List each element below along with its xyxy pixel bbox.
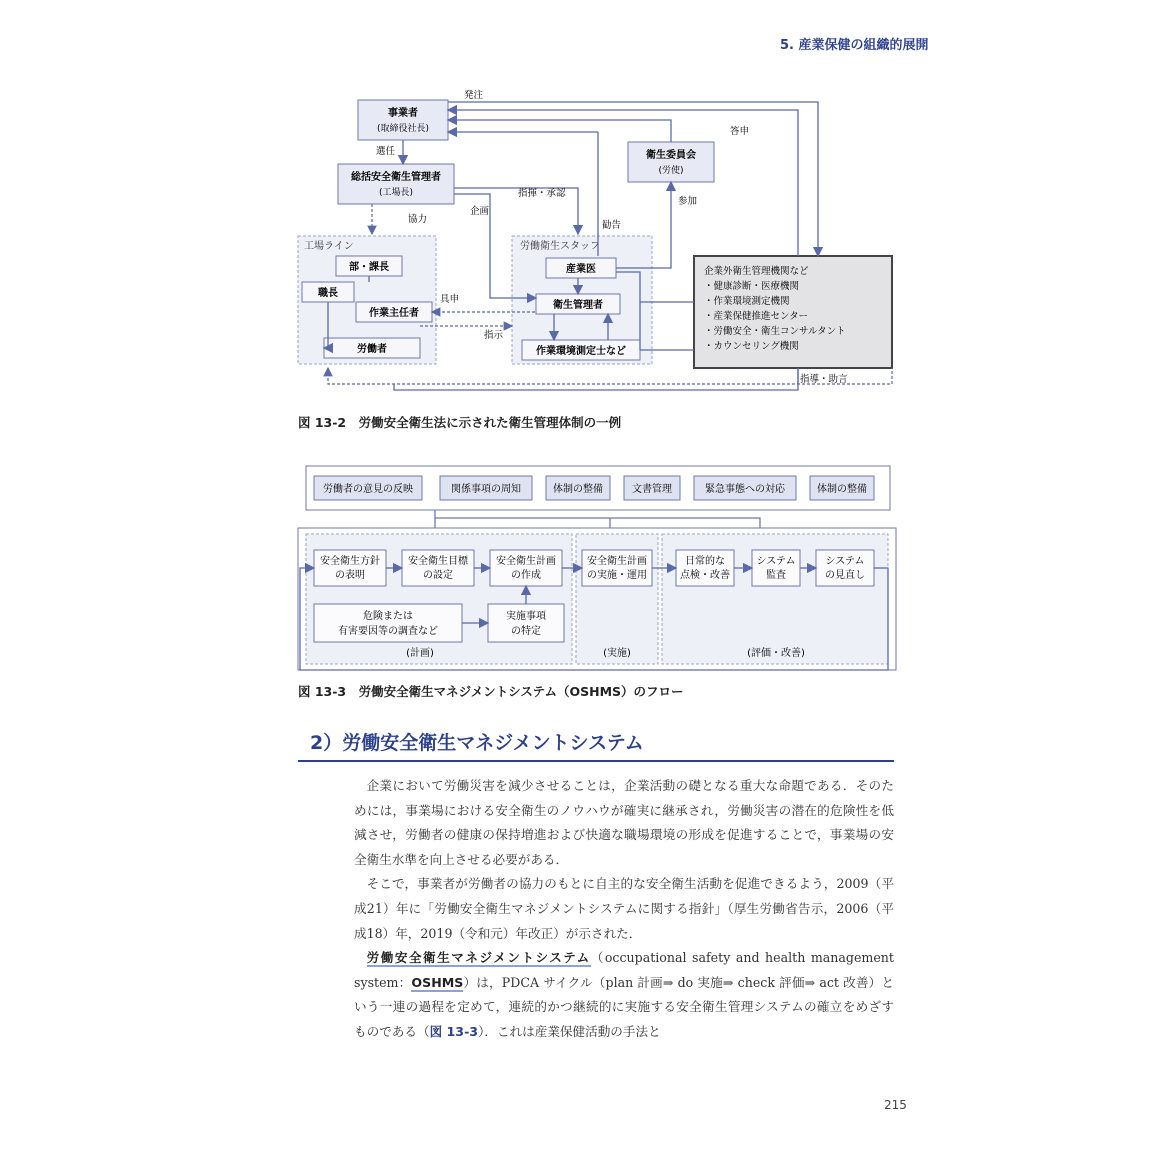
section-title: 2）労働安全衛生マネジメントシステム [310,732,644,754]
doctor-label: 産業医 [566,264,596,275]
top-item-2-label: 関係事項の周知 [451,484,521,495]
employer-label: 事業者 [388,108,418,119]
figure-13-2-diagram [290,84,910,404]
dept-head-label: 部・課長 [349,262,389,273]
general-manager-box [338,164,454,204]
policy-label-1: 安全衛生方針 [320,556,380,567]
items-identify-label-1: 実施事項 [506,611,546,622]
keyword-oshms-ja: 労働安全衛生マネジメントシステム [366,950,591,966]
label-direct-approve: 指揮・承認 [518,188,566,199]
label-order: 発注 [464,90,484,101]
group-label-do: (実施) [603,648,631,659]
committee-box [628,142,714,182]
audit-label-2: 監査 [766,570,786,581]
review-label-1: システム [825,556,865,567]
items-identify-label-2: の特定 [511,626,541,637]
top-item-6-label: 体制の整備 [817,484,867,495]
external-line-6: ・カウンセリング機関 [704,341,799,352]
paragraph-3-part-b: ）は，PDCA サイクル（plan 計画⇒ do 実施⇒ check 評価⇒ act 改善）という一連の過程を定めて，連続的かつ継続的に実施する安全衛生管理システムの確立をめざすものである（ [354,974,895,1039]
general-manager-label: 総括安全衛生管理者 [351,172,441,183]
paragraph-2: そこで，事業者が労働者の協力のもとに自主的な安全衛生活動を促進できるよう，2009（平成21）年に「労働安全衛生マネジメントシステムに関する指針」（厚生労働省告示，2006（平成18）年，2019（令和元）年改正）が示された． [354,876,894,941]
figure-13-2-caption: 図 13-2 労働安全衛生法に示された衛生管理体制の一例 [298,415,622,430]
work-chief-label: 作業主任者 [369,308,419,319]
body-text [354,774,894,1045]
external-line-4: ・産業保健推進センター [704,311,809,322]
label-guide-advise: 指導・助言 [800,374,848,385]
top-item-5-label: 緊急事態への対応 [705,484,785,495]
top-item-3-label: 体制の整備 [553,484,603,495]
label-plan: 企画 [470,206,490,217]
policy-label-2: の表明 [335,570,365,581]
goal-label-1: 安全衛生目標 [408,556,468,567]
risk-survey-label-2: 有害要因等の調査など [338,626,438,637]
paragraph-3-part-a: （occupational safety and health management system： [354,950,894,990]
implement-label-2: の実施・運用 [587,570,647,581]
committee-label: 衛生委員会 [646,150,696,161]
external-line-2: ・健康診断・医療機関 [704,281,800,292]
top-item-4-label: 文書管理 [632,484,672,495]
label-cooperate: 協力 [408,214,428,225]
implement-label-1: 安全衛生計画 [587,556,647,567]
section-rule [298,760,894,762]
top-item-1-label: 労働者の意見の反映 [323,484,413,495]
page-number: 215 [884,1098,907,1112]
paragraph-1: 企業において労働災害を減少させることは，企業活動の礎となる重大な命題である．そのためには，事業場における安全衛生のノウハウが確実に継承され，労働災害の潜在的危険性を低減させ，労働者の健康の保持増進および快適な職場環境の形成を促進することで，事業場の安全衛生水準を向上させる必要がある． [354,778,894,867]
goal-label-2: の設定 [423,570,453,581]
group-label-evaluate: (評価・改善) [747,648,805,659]
external-line-3: ・作業環境測定機関 [704,296,790,307]
external-line-5: ・労働安全・衛生コンサルタント [704,326,846,337]
figure-reference[interactable]: 図 13-3 [429,1023,479,1039]
foreman-label: 職長 [318,288,338,299]
staff-group-title: 労働衛生スタッフ [520,241,600,252]
label-report: 答申 [730,126,750,137]
review-label-2: の見直し [825,570,865,581]
general-manager-sub: (工場長) [378,188,414,198]
env-measurer-label: 作業環境測定士など [536,346,626,357]
label-participate: 参加 [678,196,698,207]
plan-create-label-2: の作成 [511,570,541,581]
paragraph-3 [354,946,894,1044]
hygiene-manager-label: 衛生管理者 [553,300,603,311]
committee-sub: (労使) [658,166,684,176]
plan-create-label-1: 安全衛生計画 [496,556,556,567]
external-line-1: 企業外衛生管理機関など [704,266,809,277]
figure-13-3-diagram [290,458,900,678]
line-group-title: 工場ライン [304,241,354,252]
figure-13-3-caption: 図 13-3 労働安全衛生マネジメントシステム（OSHMS）のフロー [298,684,684,699]
worker-label: 労働者 [357,344,387,355]
audit-label-1: システム [756,556,796,567]
keyword-oshms: OSHMS [411,974,464,990]
employer-sub: (取締役社長) [376,124,430,134]
label-propose: 具申 [440,294,460,305]
daily-check-label-2: 点検・改善 [680,570,730,581]
running-head: 5. 産業保健の組織的展開 [780,38,929,53]
daily-check-label-1: 日常的な [685,556,725,567]
paragraph-3-part-c: ）．これは産業保健活動の手法と [478,1023,661,1039]
risk-survey-label-1: 危険または [363,611,413,622]
label-advise: 勧告 [602,220,622,231]
employer-box [358,100,448,140]
fig2-top-connectors [435,510,760,528]
group-label-plan: (計画) [406,648,434,659]
label-appoint: 選任 [376,146,396,157]
label-instruct: 指示 [484,330,504,341]
